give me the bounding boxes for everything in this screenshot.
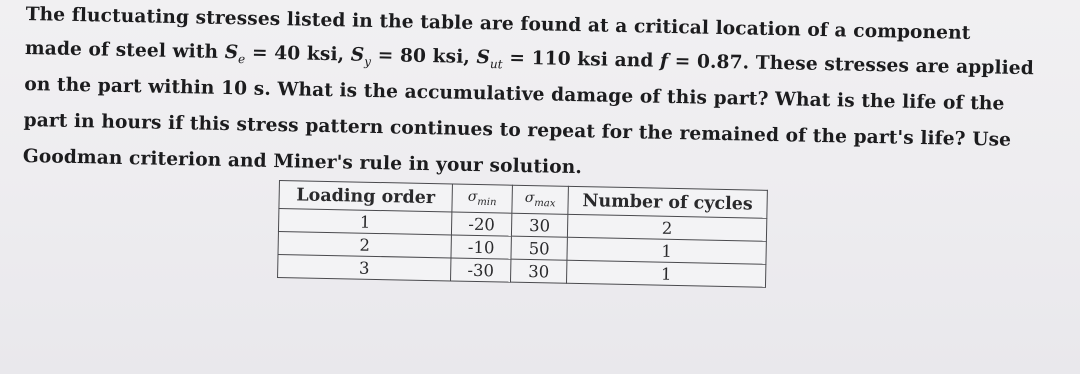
problem-line-4: part in hours if this stress pattern continues to repeat for the remained of the part's life? Use (23, 109, 1012, 151)
cell-order: 1 (278, 209, 451, 235)
stress-table-wrapper (277, 180, 768, 288)
f-symbol: f (659, 50, 669, 72)
se-value: = 40 ksi, (245, 42, 351, 66)
cell-cycles: 1 (567, 237, 766, 264)
header-sigma-max (512, 185, 569, 214)
se-subscript: e (237, 51, 246, 67)
sut-subscript: ut (489, 57, 503, 72)
sut-value: = 110 ksi and (502, 47, 661, 72)
cell-sigma-min: -30 (451, 258, 511, 282)
header-number-of-cycles: Number of cycles (568, 186, 768, 218)
sigma-min-subscript: min (477, 196, 497, 209)
problem-line-5: Goodman criterion and Miner's rule in your solution. (22, 145, 583, 179)
cell-sigma-max: 50 (511, 236, 567, 260)
sut-symbol: S (476, 47, 491, 69)
text-segment: made of steel with (24, 37, 225, 63)
stress-table (277, 180, 768, 288)
cell-order: 3 (278, 254, 451, 280)
cell-sigma-min: -20 (451, 212, 511, 236)
header-loading-order: Loading order (279, 181, 453, 212)
cell-cycles: 2 (567, 214, 766, 241)
f-value: = 0.87. These stresses are applied (667, 50, 1035, 80)
sigma-max-subscript: max (534, 198, 556, 210)
sy-symbol: S (350, 44, 365, 66)
cell-sigma-max: 30 (511, 213, 567, 237)
problem-line-1: The fluctuating stresses listed in the table are found at a critical location of a component (25, 3, 971, 44)
sigma-symbol: σ (524, 190, 535, 207)
header-sigma-min (452, 184, 513, 213)
cell-sigma-max: 30 (510, 259, 566, 283)
sigma-symbol: σ (467, 188, 478, 206)
cell-sigma-min: -10 (451, 235, 511, 259)
problem-statement (22, 0, 1045, 196)
sy-subscript: y (364, 54, 372, 69)
sy-value: = 80 ksi, (370, 44, 477, 69)
cell-cycles: 1 (566, 260, 765, 287)
se-symbol: S (224, 42, 239, 64)
cell-order: 2 (278, 231, 451, 257)
problem-line-3: on the part within 10 s. What is the accumulative damage of this part? What is the life of the (24, 73, 1005, 115)
